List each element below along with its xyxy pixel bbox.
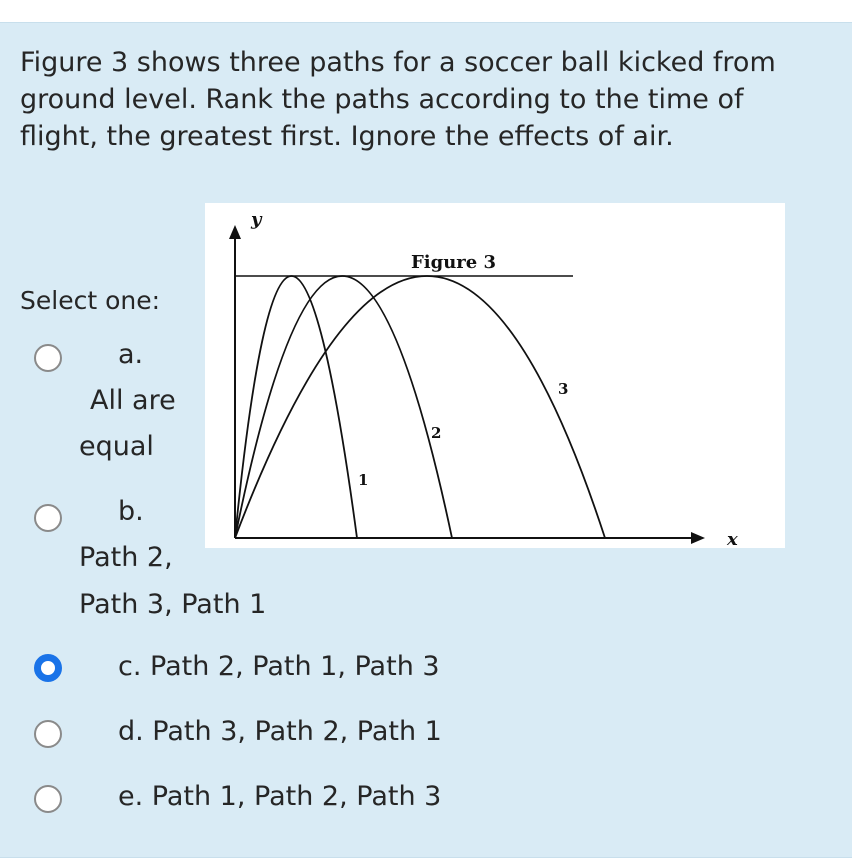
option-b-text-line1[interactable]: Path 2, (79, 542, 173, 573)
option-a-text-line2[interactable]: equal (79, 431, 154, 462)
option-c-text[interactable]: c. Path 2, Path 1, Path 3 (118, 651, 440, 682)
path-2-label: 2 (431, 424, 442, 442)
path-2-curve (235, 276, 452, 538)
figure-3-image (205, 203, 785, 548)
option-e-radio[interactable] (34, 785, 62, 813)
y-axis-label: y (251, 209, 262, 230)
option-c-radio[interactable] (34, 654, 62, 682)
y-axis-arrow (229, 225, 241, 239)
option-b-text-line2[interactable]: Path 3, Path 1 (79, 589, 267, 620)
option-d-radio[interactable] (34, 720, 62, 748)
option-a-radio[interactable] (34, 344, 62, 372)
option-b-radio[interactable] (34, 504, 62, 532)
select-one-label: Select one: (20, 286, 161, 315)
option-a-text-line1[interactable]: All are (90, 385, 176, 416)
x-axis-arrow (691, 532, 705, 544)
x-axis-label: x (727, 529, 738, 548)
option-b-letter[interactable]: b. (118, 496, 144, 527)
path-1-label: 1 (358, 471, 369, 489)
option-d-text[interactable]: d. Path 3, Path 2, Path 1 (118, 716, 442, 747)
question-text: Figure 3 shows three paths for a soccer ball kicked from ground level. Rank the paths according to the time of flight, the greatest first. Ignore the effects of air. (20, 47, 776, 152)
trajectory-diagram (205, 203, 785, 548)
path-3-label: 3 (558, 380, 569, 398)
option-e-text[interactable]: e. Path 1, Path 2, Path 3 (118, 781, 442, 812)
figure-title: Figure 3 (411, 252, 497, 273)
option-a-letter[interactable]: a. (118, 339, 144, 370)
path-1-curve (235, 276, 357, 538)
